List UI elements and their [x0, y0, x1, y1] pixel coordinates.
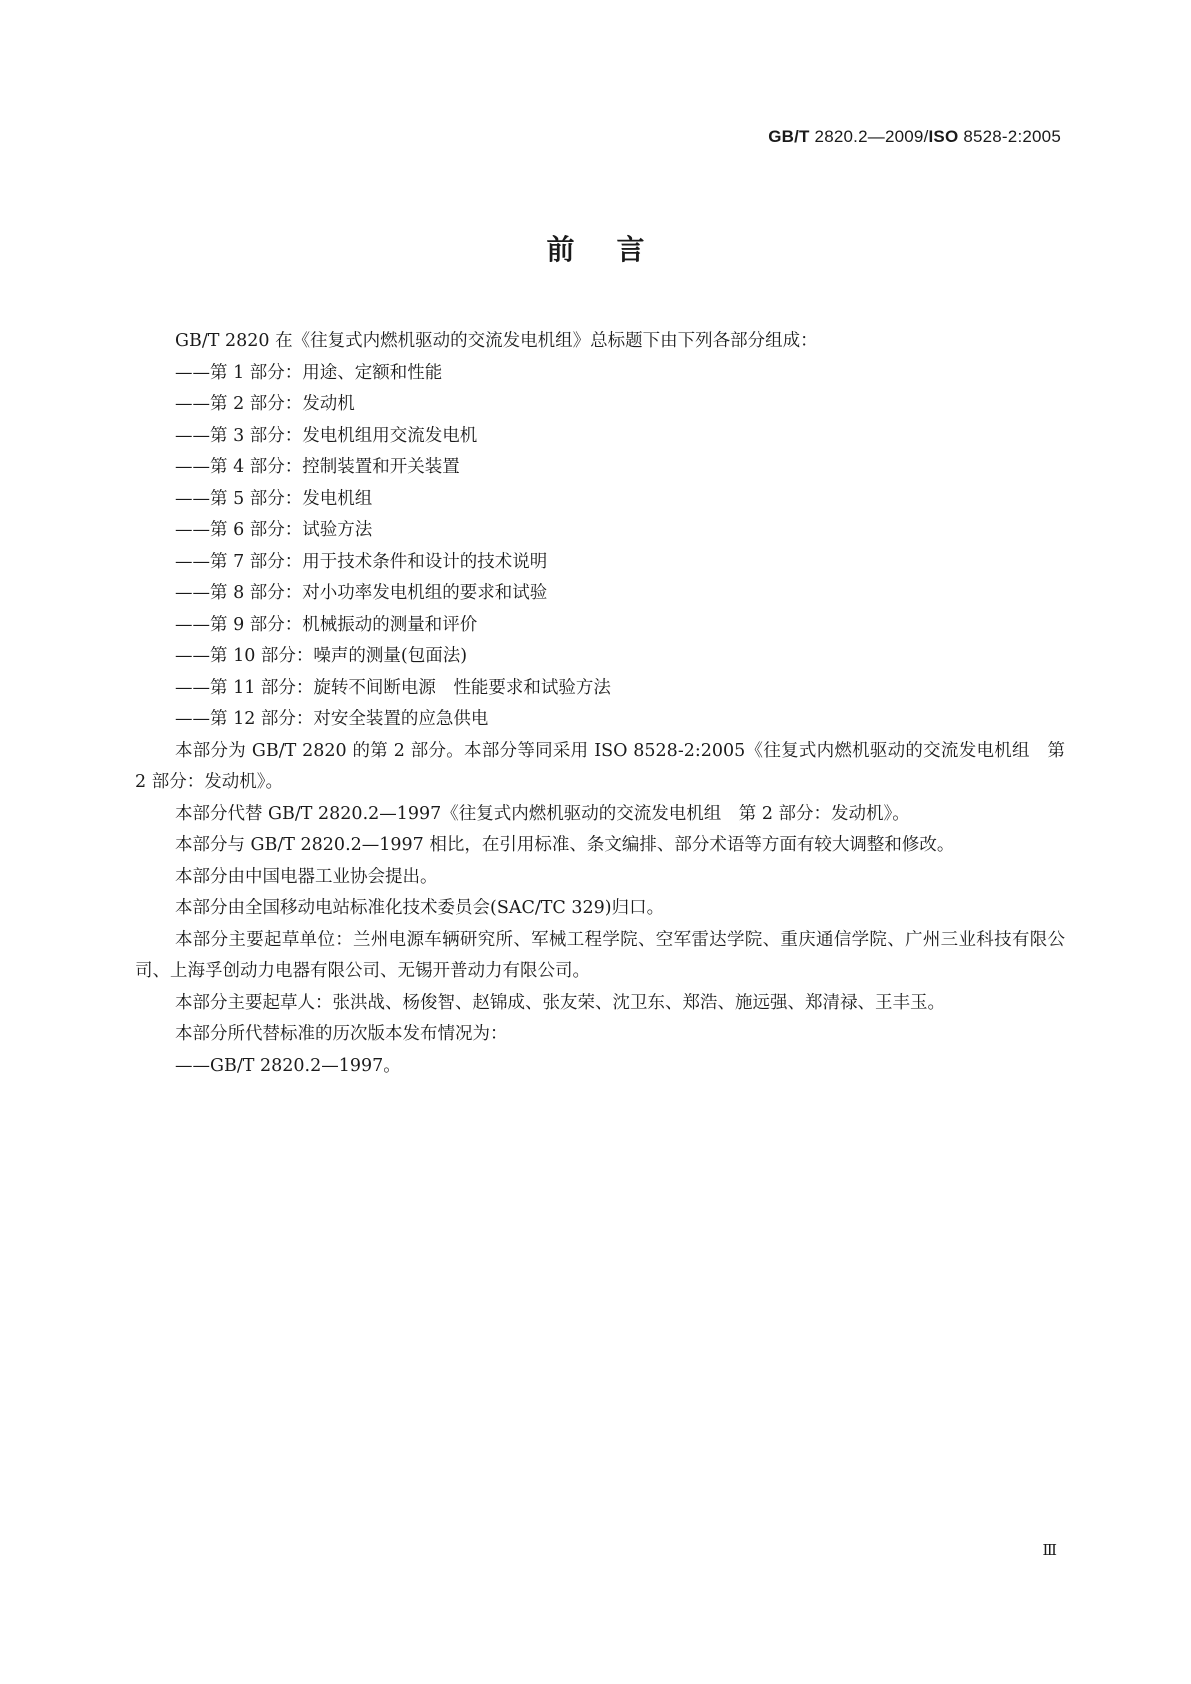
- adoption-paragraph: 本部分为 GB/T 2820 的第 2 部分。本部分等同采用 ISO 8528-2:2005《往复式内燃机驱动的交流发电机组 第 2 部分：发动机》。: [135, 740, 1065, 792]
- part-list-item: ——第 2 部分：发动机: [175, 394, 355, 414]
- part-list-item: ——第 11 部分：旋转不间断电源 性能要求和试验方法: [175, 677, 611, 698]
- page-title: 前言: [546, 233, 687, 266]
- intro-paragraph: GB/T 2820 在《往复式内燃机驱动的交流发电机组》总标题下由下列各部分组成：: [175, 331, 818, 351]
- proposer-paragraph: 本部分由中国电器工业协会提出。: [175, 866, 438, 887]
- drafting-units-paragraph: 本部分主要起草单位：兰州电源车辆研究所、军械工程学院、空军雷达学院、重庆通信学院、广州三业科技有限公司、上海孚创动力电器有限公司、无锡开普动力有限公司。: [135, 929, 1065, 981]
- part-list-item: ——第 8 部分：对小功率发电机组的要求和试验: [175, 583, 548, 603]
- history-heading-paragraph: 本部分所代替标准的历次版本发布情况为：: [175, 1024, 508, 1044]
- replacement-paragraph: 本部分代替 GB/T 2820.2—1997《往复式内燃机驱动的交流发电机组 第 2 部分：发动机》。: [175, 803, 910, 824]
- part-list-item: ——第 7 部分：用于技术条件和设计的技术说明: [175, 551, 548, 572]
- history-list-item: ——GB/T 2820.2—1997。: [175, 1055, 401, 1076]
- changes-paragraph: 本部分与 GB/T 2820.2—1997 相比，在引用标准、条文编排、部分术语等方面有较大调整和修改。: [175, 835, 955, 855]
- standard-number-header: [768, 127, 1061, 147]
- std-number-gbt: 2820.2—2009/: [809, 127, 929, 146]
- std-number-iso: 8528-2:2005: [958, 127, 1061, 146]
- drafters-paragraph: 本部分主要起草人：张洪战、杨俊智、赵锦成、张友荣、沈卫东、郑浩、施远强、郑清禄、王丰玉。: [175, 992, 945, 1013]
- std-prefix-iso: ISO: [928, 127, 959, 146]
- part-list-item: ——第 4 部分：控制装置和开关装置: [175, 457, 460, 477]
- part-list-item: ——第 1 部分：用途、定额和性能: [175, 362, 443, 383]
- part-list-item: ——第 12 部分：对安全装置的应急供电: [175, 709, 489, 729]
- std-prefix-gbt: GB/T: [768, 127, 810, 146]
- part-list-item: ——第 6 部分：试验方法: [175, 520, 373, 540]
- committee-paragraph: 本部分由全国移动电站标准化技术委员会(SAC/TC 329)归口。: [175, 898, 665, 918]
- part-list-item: ——第 5 部分：发电机组: [175, 488, 373, 509]
- part-list-item: ——第 9 部分：机械振动的测量和评价: [175, 614, 478, 635]
- part-list-item: ——第 10 部分：噪声的测量(包面法): [175, 646, 468, 666]
- foreword-body: [135, 326, 1065, 1082]
- part-list-item: ——第 3 部分：发电机组用交流发电机: [175, 425, 478, 446]
- page-number: Ⅲ: [1042, 1541, 1057, 1559]
